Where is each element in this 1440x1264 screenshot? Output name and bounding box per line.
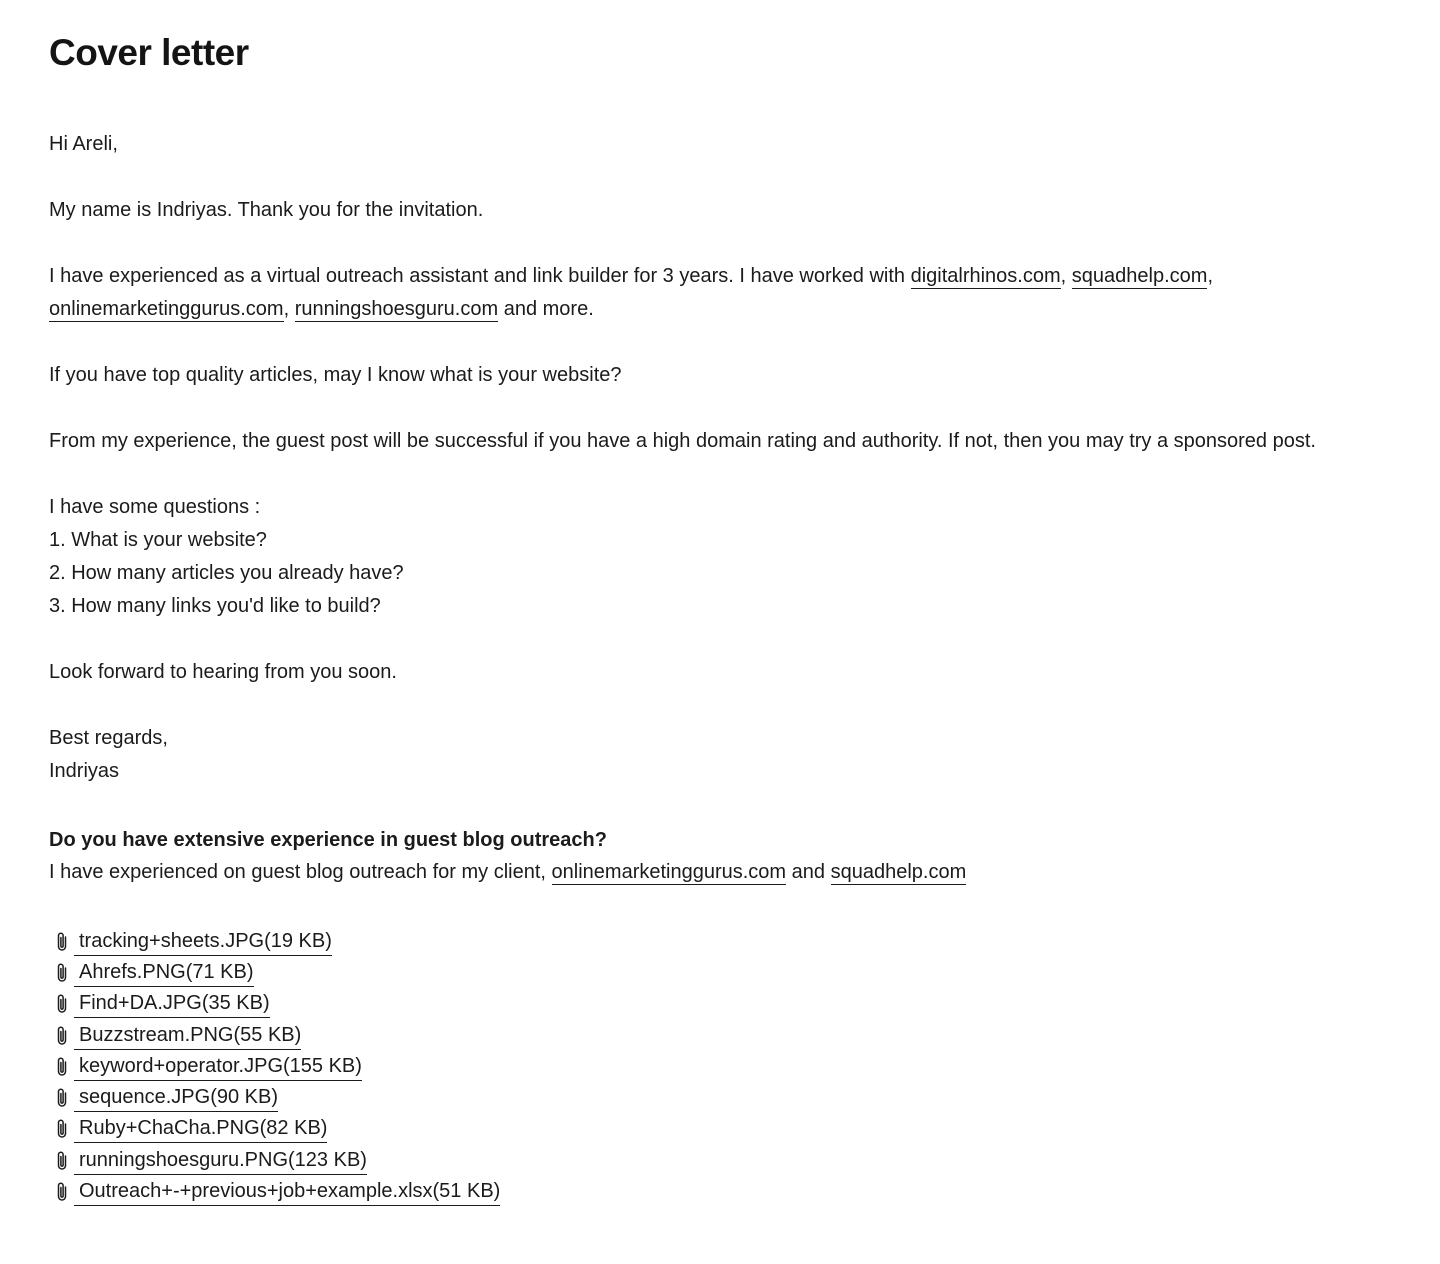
question-item: 3. How many links you'd like to build? [49,595,381,617]
intro-paragraph: My name is Indriyas. Thank you for the invitation. [49,199,484,221]
screening-answer [49,856,1440,888]
paperclip-icon [53,1118,71,1140]
screening-question: Do you have extensive experience in guest blog outreach? [49,829,607,851]
attachment-link[interactable]: runningshoesguru.PNG(123 KB) [74,1147,367,1175]
attachment-item [49,1082,1440,1113]
answer-and: and [786,861,831,883]
attachment-link[interactable]: Ahrefs.PNG(71 KB) [74,959,254,987]
greeting: Hi Areli, [49,133,118,155]
attachment-link[interactable]: Find+DA.JPG(35 KB) [74,990,270,1018]
paperclip-icon [53,1025,71,1047]
attachment-link[interactable]: tracking+sheets.JPG(19 KB) [74,928,332,956]
attachment-item [49,926,1440,957]
experience-paragraph [49,260,1434,326]
separator: , [1207,265,1213,287]
signoff: Best regards, [49,727,168,749]
paperclip-icon [53,931,71,953]
attachment-item [49,989,1440,1020]
separator: , [283,298,290,320]
attachment-item [49,1176,1440,1207]
quality-question-paragraph: If you have top quality articles, may I know what is your website? [49,364,622,386]
attachment-link[interactable]: Buzzstream.PNG(55 KB) [74,1022,301,1050]
attachment-link[interactable]: sequence.JPG(90 KB) [74,1084,278,1112]
question-item: 2. How many articles you already have? [49,562,404,584]
paperclip-icon [53,1181,71,1203]
cover-letter-body [49,128,1434,788]
attachment-link[interactable]: keyword+operator.JPG(155 KB) [74,1053,362,1081]
link-squadhelp[interactable]: squadhelp.com [1071,265,1208,287]
attachment-item [49,1114,1440,1145]
attachment-item [49,1020,1440,1051]
paperclip-icon [53,1056,71,1078]
attachment-link[interactable]: Ruby+ChaCha.PNG(82 KB) [74,1115,327,1143]
attachment-item [49,1051,1440,1082]
attachment-item [49,957,1440,988]
page-title: Cover letter [49,32,249,73]
guest-post-paragraph: From my experience, the guest post will be successful if you have a high domain rating and authority. If not, then you may try a sponsored post. [49,430,1316,452]
paperclip-icon [53,993,71,1015]
paperclip-icon [53,962,71,984]
paperclip-icon [53,1150,71,1172]
question-item: 1. What is your website? [49,529,267,551]
attachments-list [49,926,1440,1208]
link-onlinemarketinggurus[interactable]: onlinemarketinggurus.com [49,298,284,320]
screening-question-block [49,824,1440,888]
attachment-item [49,1145,1440,1176]
link-runningshoesguru[interactable]: runningshoesguru.com [294,298,499,320]
link-onlinemarketinggurus[interactable]: onlinemarketinggurus.com [551,861,787,883]
attachment-link[interactable]: Outreach+-+previous+job+example.xlsx(51 KB) [74,1178,500,1206]
link-digitalrhinos[interactable]: digitalrhinos.com [910,265,1061,287]
questions-intro: I have some questions : [49,496,261,518]
answer-text: I have experienced on guest blog outreach for my client, [49,861,552,883]
paperclip-icon [53,1087,71,1109]
signature: Indriyas [49,760,120,782]
experience-suffix: and more. [498,298,594,320]
link-squadhelp[interactable]: squadhelp.com [830,861,967,883]
experience-text: I have experienced as a virtual outreach assistant and link builder for 3 years. I have worked with [49,265,911,287]
separator: , [1060,265,1067,287]
closing-paragraph: Look forward to hearing from you soon. [49,661,397,683]
